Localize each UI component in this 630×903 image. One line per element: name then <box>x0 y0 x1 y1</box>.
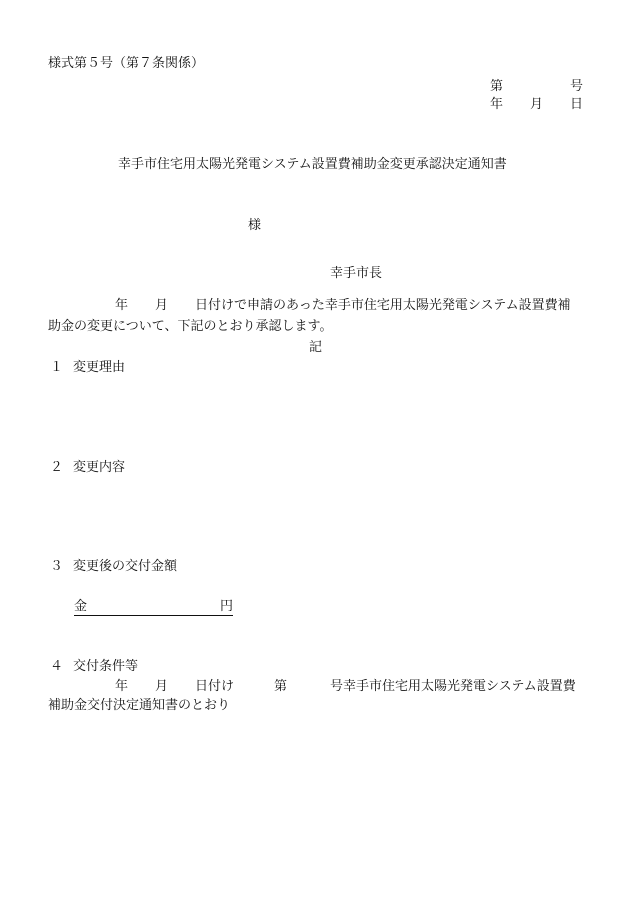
conditions-year: 年 <box>115 679 129 694</box>
issuer: 幸手市長 <box>330 266 383 281</box>
item-number: １ <box>50 360 64 375</box>
body-month: 月 <box>155 298 169 313</box>
body-line2: 助金の変更について、下記のとおり承認します。 <box>48 319 333 334</box>
conditions-rest: 号幸手市住宅用太陽光発電システム設置費 <box>330 679 576 694</box>
date-month: 月 <box>530 97 544 112</box>
item-number: ４ <box>50 659 64 674</box>
item-number: ３ <box>50 559 64 574</box>
item-label-change-reason: 変更理由 <box>73 360 126 375</box>
doc-number-prefix: 第 <box>490 79 504 94</box>
conditions-dated: 日付け <box>195 679 235 694</box>
body-line1: 日付けで申請のあった幸手市住宅用太陽光発電システム設置費補 <box>195 298 571 313</box>
conditions-dai: 第 <box>274 679 288 694</box>
conditions-line2: 補助金交付決定通知書のとおり <box>48 698 231 713</box>
document-title: 幸手市住宅用太陽光発電システム設置費補助金変更承認決定通知書 <box>118 157 507 172</box>
amount-unit: 円 <box>220 599 234 614</box>
recipient-honorific: 様 <box>248 218 262 233</box>
form-number: 様式第５号（第７条関係） <box>48 56 205 71</box>
item-number: ２ <box>50 460 64 475</box>
item-label-conditions: 交付条件等 <box>73 659 139 674</box>
body-year: 年 <box>115 298 129 313</box>
doc-number-suffix: 号 <box>570 79 584 94</box>
amount-line <box>74 599 233 616</box>
date-year: 年 <box>490 97 504 112</box>
item-label-change-content: 変更内容 <box>73 460 126 475</box>
amount-underline <box>74 599 233 616</box>
date-day: 日 <box>570 97 584 112</box>
amount-prefix: 金 <box>74 599 88 614</box>
ki-heading: 記 <box>309 340 323 355</box>
conditions-month: 月 <box>155 679 169 694</box>
item-label-amount: 変更後の交付金額 <box>73 559 178 574</box>
